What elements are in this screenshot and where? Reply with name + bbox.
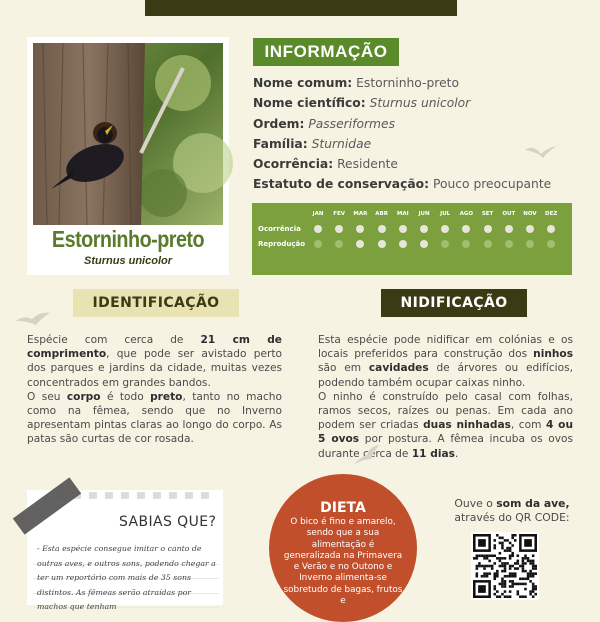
nesting-text: [318, 333, 573, 461]
flying-bird-icon: [14, 309, 52, 331]
calendar-month-fev: FEV: [333, 211, 346, 217]
info-label: Nome científico:: [253, 96, 366, 111]
qr-caption-line-1: Ouve o som da ave,: [454, 497, 570, 510]
calendar-month-jun: JUN: [418, 211, 430, 217]
calendar-month-nov: NOV: [523, 211, 537, 217]
diet-title: DIETA: [320, 500, 366, 516]
diet-circle: [269, 474, 417, 622]
info-title: INFORMAÇÃO: [253, 38, 399, 66]
calendar-dot: [314, 225, 322, 233]
calendar-dot: [399, 240, 407, 248]
nesting-paragraph-1: Esta espécie pode nidificar em colónias e os locais preferidos para construção dos ninhos são em cavidades de árvores ou edifícios, podendo também ocupar caixas ninho.: [318, 334, 573, 389]
calendar-dot: [462, 225, 470, 233]
calendar-month-jan: JAN: [312, 211, 324, 217]
diet-text: O bico é fino e amarelo, sendo que a sua alimentação é generalizada na Primavera e Verão e no Outono e Inverno alimenta-se sobretudo de bagas, frutos e: [283, 517, 403, 607]
calendar-dot: [441, 225, 449, 233]
calendar-month-ago: AGO: [459, 211, 474, 217]
info-value: Sturnus unicolor: [369, 96, 471, 111]
calendar-dot: [356, 225, 364, 233]
info-label: Família:: [253, 136, 308, 151]
calendar-dot: [378, 240, 386, 248]
calendar-dot: [526, 240, 534, 248]
info-label: Nome comum:: [253, 76, 353, 90]
qr-caption-line-2: através do QR CODE:: [454, 511, 570, 525]
calendar-dot: [335, 225, 343, 233]
calendar-month-mai: MAI: [396, 211, 409, 217]
calendar-dot: [484, 240, 492, 248]
qr-code[interactable]: [471, 532, 539, 600]
bird-common-name: Estorninho-preto: [51, 226, 205, 252]
qr-code-icon: [471, 532, 539, 600]
calendar-month-abr: ABR: [375, 211, 388, 217]
calendar-dot: [526, 225, 534, 233]
identification-paragraph-1: Espécie com cerca de 21 cm de comprimento, que pode ser avistado perto dos parques e jardins da cidade, muitas vezes concentrados em grandes bandos.: [27, 334, 282, 389]
calendar-month-mar: MAR: [353, 211, 368, 217]
bird-photo-card: [27, 37, 229, 275]
calendar-month-jul: JUL: [440, 211, 451, 217]
calendar-dot: [547, 240, 555, 248]
info-label: Ordem:: [253, 116, 305, 131]
calendar-dot: [441, 240, 449, 248]
info-value: Estorninho-preto: [356, 76, 459, 90]
info-label: Estatuto de conservação:: [253, 177, 430, 192]
calendar-dot: [399, 225, 407, 233]
top-banner-bar: [145, 0, 457, 16]
identification-text: [27, 333, 282, 447]
calendar-dot: [378, 225, 386, 233]
bird-photo: [33, 43, 223, 225]
info-value: Sturnidae: [311, 136, 372, 151]
identification-heading: IDENTIFICAÇÃO: [73, 289, 239, 317]
calendar-dot: [462, 240, 470, 248]
flying-bird-icon: [351, 443, 381, 469]
calendar-month-dez: DEZ: [545, 211, 558, 217]
info-value: Residente: [337, 157, 398, 172]
info-row-order: [253, 116, 593, 136]
calendar-dot: [420, 225, 428, 233]
calendar-dot: [505, 225, 513, 233]
nesting-heading: NIDIFICAÇÃO: [381, 289, 527, 317]
did-you-know-text: - Esta espécie consegue imitar o canto de outras aves, e outros sons, podendo chegar a ter um reportório com mais de 35 sons distintos. As fêmeas serão atraídas por machos que tenham: [37, 544, 216, 611]
info-row-common-name: [253, 75, 593, 95]
bird-scientific-name: Sturnus unicolor: [84, 255, 172, 267]
qr-caption: [428, 497, 596, 525]
info-row-scientific-name: [253, 95, 593, 115]
calendar-month-out: OUT: [502, 211, 516, 217]
identification-paragraph-2: O seu corpo é todo preto, tanto no macho como na fêmea, sendo que no Inverno apresentam pintas claras ao longo do corpo. As patas são curtas de cor rosada.: [27, 390, 283, 446]
nesting-paragraph-2: O ninho é construído pelo casal com folhas, ramos secos, raízes ou penas. Em cada ano podem ser criadas duas ninhadas, com 4 ou 5 ovos por postura. A fêmea incuba os ovos durante cerca de 11 dias.: [318, 390, 573, 460]
calendar-dot: [547, 225, 555, 233]
phenology-calendar: [252, 203, 572, 275]
info-value: Pouco preocupante: [432, 177, 552, 192]
info-list: [253, 75, 593, 197]
calendar-dot: [335, 240, 343, 248]
calendar-dot: [505, 240, 513, 248]
calendar-dot: [484, 225, 492, 233]
calendar-row-label-occurrence: Ocorrência: [258, 225, 301, 233]
did-you-know-title: SABIAS QUE?: [119, 514, 217, 530]
calendar-dot: [420, 240, 428, 248]
calendar-row-label-reproduction: Reprodução: [258, 240, 306, 248]
info-value: Passeriformes: [308, 116, 395, 131]
calendar-month-set: SET: [481, 211, 494, 217]
info-label: Ocorrência:: [253, 157, 334, 172]
calendar-dot: [356, 240, 364, 248]
flying-bird-icon: [523, 142, 559, 164]
calendar-dot: [314, 240, 322, 248]
info-row-conservation: [253, 176, 593, 196]
